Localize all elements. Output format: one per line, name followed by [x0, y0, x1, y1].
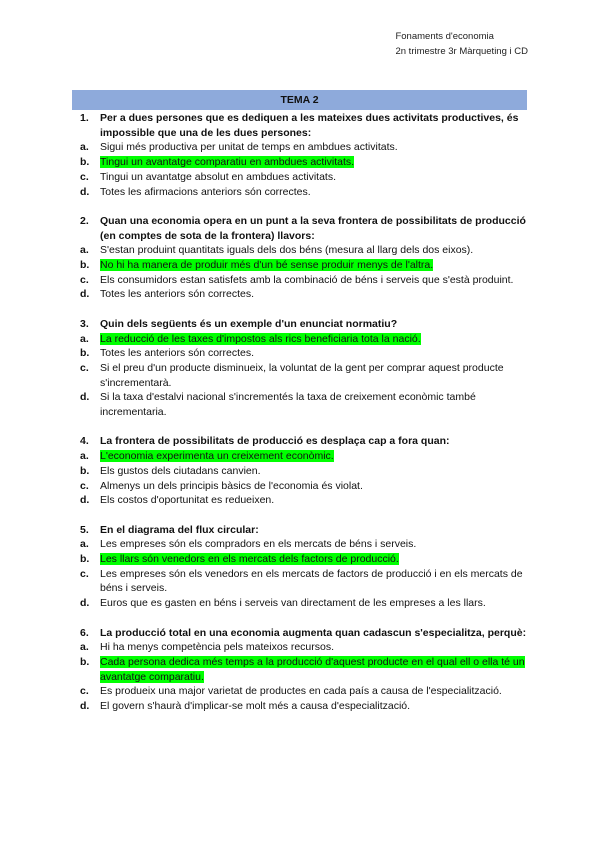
option-text-highlighted: Tingui un avantatge comparatiu en ambdues activitats. [100, 156, 355, 169]
question-1 [72, 111, 527, 199]
option-letter: c. [80, 567, 89, 580]
question-text: En el diagrama del flux circular: [100, 523, 259, 536]
option-text: Si la taxa d'estalvi nacional s'incrementés la taxa de creixement econòmic també incrementaria. [100, 391, 476, 419]
option-letter: b. [80, 464, 90, 477]
option-letter: d. [80, 700, 90, 713]
option-text: Euros que es gasten en béns i serveis van directament de les empreses a les llars. [100, 597, 486, 610]
option-letter: a. [80, 332, 89, 345]
question-number: 2. [80, 214, 89, 227]
option-letter: a. [80, 244, 89, 257]
course-title: Fonaments d'economia [395, 31, 494, 42]
option-text: Si el preu d'un producte disminueix, la voluntat de la gent per comprar aquest producte s'incrementarà. [100, 361, 504, 389]
option-text: Tingui un avantatge absolut en ambdues activitats. [100, 170, 337, 183]
option-text: Sigui més productiva per unitat de temps en ambdues activitats. [100, 141, 398, 154]
question-text: La frontera de possibilitats de producció es desplaça cap a fora quan: [100, 435, 450, 448]
question-5 [72, 523, 527, 611]
option-letter: c. [80, 273, 89, 286]
option-text-highlighted: Les llars són venedors en els mercats dels factors de producció. [100, 553, 399, 566]
option-text: Es produeix una major varietat de productes en cada país a causa de l'especialització. [100, 685, 502, 698]
question-list [72, 111, 527, 728]
question-number: 4. [80, 435, 89, 448]
option-text: Totes les anteriors són correctes. [100, 347, 255, 360]
option-letter: d. [80, 391, 90, 404]
option-letter: a. [80, 538, 89, 551]
tema-title: TEMA 2 [280, 94, 319, 106]
question-2 [72, 214, 527, 302]
option-letter: a. [80, 450, 89, 463]
question-6 [72, 626, 527, 714]
option-letter: c. [80, 170, 89, 183]
question-text: Quin dels següents és un exemple d'un enunciat normatiu? [100, 317, 398, 330]
option-letter: d. [80, 597, 90, 610]
page-header [395, 29, 528, 59]
option-text: Hi ha menys competència pels mateixos recursos. [100, 641, 335, 654]
question-3 [72, 317, 527, 420]
option-text: Totes les afirmacions anteriors són correctes. [100, 185, 311, 198]
option-text: Els costos d'oportunitat es redueixen. [100, 494, 275, 507]
option-letter: d. [80, 494, 90, 507]
option-text-highlighted: No hi ha manera de produir més d'un bé sense produir menys de l'altra. [100, 259, 434, 272]
option-letter: d. [80, 288, 90, 301]
option-letter: b. [80, 347, 90, 360]
question-number: 6. [80, 626, 89, 639]
tema-title-bar [72, 90, 527, 110]
option-letter: a. [80, 141, 89, 154]
option-text-highlighted: L'economia experimenta un creixement econòmic. [100, 450, 334, 463]
option-letter: a. [80, 641, 89, 654]
option-text: Els gustos dels ciutadans canvien. [100, 464, 261, 477]
option-text: Almenys un dels principis bàsics de l'economia és violat. [100, 479, 363, 492]
option-letter: b. [80, 655, 90, 668]
option-letter: c. [80, 685, 89, 698]
option-text: S'estan produint quantitats iguals dels dos béns (mesura al llarg dels dos eixos). [100, 244, 474, 257]
question-text: Quan una economia opera en un punt a la seva frontera de possibilitats de producció (en comptes de sota de la frontera) llavors: [100, 214, 526, 242]
question-number: 1. [80, 112, 89, 124]
option-letter: b. [80, 259, 90, 272]
question-number: 5. [80, 523, 89, 536]
question-4 [72, 434, 527, 508]
course-term: 2n trimestre 3r Màrqueting i CD [395, 46, 528, 57]
option-text-highlighted: La reducció de les taxes d'impostos als rics beneficiaria tota la nació. [100, 332, 421, 345]
question-number: 3. [80, 317, 89, 330]
option-letter: b. [80, 156, 90, 169]
question-text: Per a dues persones que es dediquen a les mateixes dues activitats productives, és impossible que una de les dues persones: [100, 112, 519, 139]
option-text: Totes les anteriors són correctes. [100, 288, 255, 301]
option-letter: d. [80, 185, 90, 198]
option-text: Les empreses són els compradors en els mercats de béns i serveis. [100, 538, 417, 551]
option-text: Les empreses són els venedors en els mercats de factors de producció i en els mercats de béns i serveis. [100, 567, 523, 595]
option-letter: c. [80, 479, 89, 492]
option-text: Els consumidors estan satisfets amb la combinació de béns i serveis que s'està produint. [100, 273, 514, 286]
option-letter: c. [80, 361, 89, 374]
option-text-highlighted: Cada persona dedica més temps a la producció d'aquest producte en el qual ell o ella té un avantatge comparatiu. [100, 655, 525, 683]
option-letter: b. [80, 553, 90, 566]
option-text: El govern s'haurà d'implicar-se molt més a causa d'especialització. [100, 700, 411, 713]
question-text: La producció total en una economia augmenta quan cadascun s'especialitza, perquè: [100, 626, 527, 639]
